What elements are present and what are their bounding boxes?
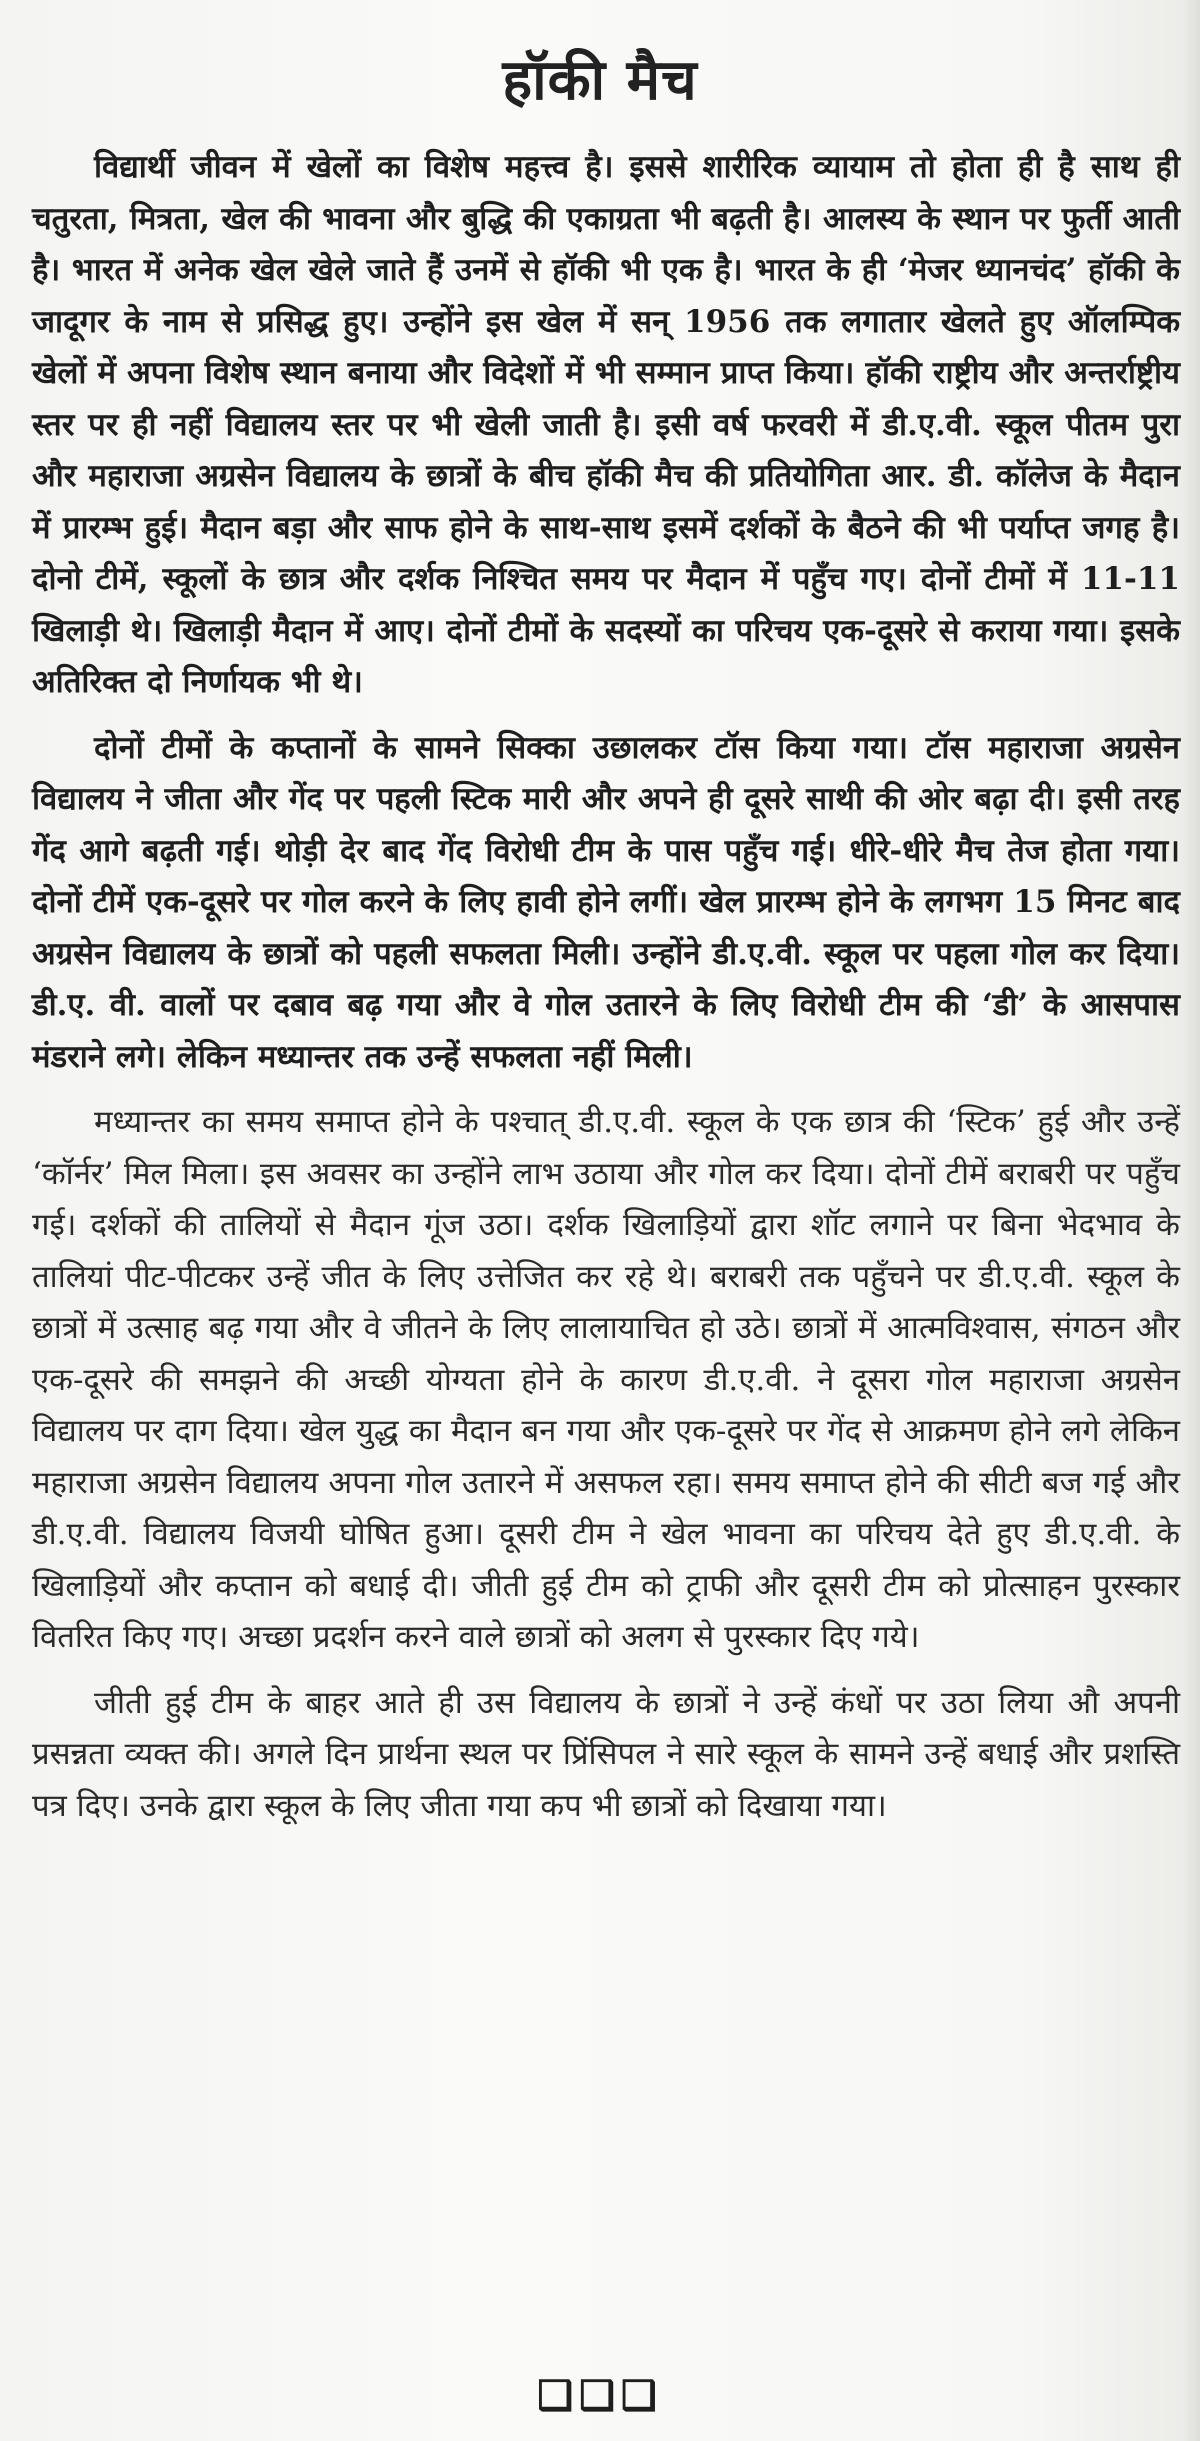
essay-body <box>32 142 1180 1846</box>
essay-title: हॉकी मैच <box>502 47 698 113</box>
end-of-section-marks: ❑❑❑ <box>537 2372 663 2419</box>
paragraph-3: मध्यान्तर का समय समाप्त होने के पश्चात् डी.ए.वी. स्कूल के एक छात्र की ‘स्टिक’ हुई और उन्हें ‘कॉर्नर’ मिल मिला। इस अवसर का उन्होंने लाभ उठाया और गोल कर दिया। दोनों टीमें बराबरी पर पहुँच गई। दर्शकों की तालियों से मैदान गूंज उठा। दर्शक खिलाड़ियों द्वारा शॉट लगाने पर बिना भेदभाव के तालियां पीट-पीटकर उन्हें जीत के लिए उत्तेजित कर रहे थे। बराबरी तक पहुँचने पर डी.ए.वी. स्कूल के छात्रों में उत्साह बढ़ गया और वे जीतने के लिए लालायाचित हो उठे। छात्रों में आत्मविश्वास, संगठन और एक-दूसरे की समझने की अच्छी योग्यता होने के कारण डी.ए.वी. ने दूसरा गोल महाराजा अग्रसेन विद्यालय पर दाग दिया। खेल युद्ध का मैदान बन गया और एक-दूसरे पर गेंद से आक्रमण होने लगे लेकिन महाराजा अग्रसेन विद्यालय अपना गोल उतारने में असफल रहा। समय समाप्त होने की सीटी बज गई और डी.ए.वी. विद्यालय विजयी घोषित हुआ। दूसरी टीम ने खेल भावना का परिचय देते हुए डी.ए.वी. के खिलाड़ियों और कप्तान को बधाई दी। जीती हुई टीम को ट्राफी और दूसरी टीम को प्रोत्साहन पुरस्कार वितरित किए गए। अच्छा प्रदर्शन करने वाले छात्रों को अलग से पुरस्कार दिए गये। <box>32 1104 1180 1655</box>
paragraph-4: जीती हुई टीम के बाहर आते ही उस विद्यालय के छात्रों ने उन्हें कंधों पर उठा लिया औ अपनी प्रसन्नता व्यक्त की। अगले दिन प्रार्थना स्थल पर प्रिंसिपल ने सारे स्कूल के सामने उन्हें बधाई और प्रशस्ति पत्र दिए। उनके द्वारा स्कूल के लिए जीता गया कप भी छात्रों को दिखाया गया। <box>32 1684 1180 1824</box>
page-edge-shadow <box>1182 0 1200 2441</box>
paragraph-1: विद्यार्थी जीवन में खेलों का विशेष महत्त्व है। इससे शारीरिक व्यायाम तो होता ही है साथ ही चतुरता, मित्रता, खेल की भावना और बुद्धि की एकाग्रता भी बढ़ती है। आलस्य के स्थान पर फुर्ती आती है। भारत में अनेक खेल खेले जाते हैं उनमें से हॉकी भी एक है। भारत के ही ‘मेजर ध्यानचंद’ हॉकी के जादूगर के नाम से प्रसिद्ध हुए। उन्होंने इस खेल में सन् 1956 तक लगातार खेलते हुए ऑलम्पिक खेलों में अपना विशेष स्थान बनाया और विदेशों में भी सम्मान प्राप्त किया। हॉकी राष्ट्रीय और अन्तर्राष्ट्रीय स्तर पर ही नहीं विद्यालय स्तर पर भी खेली जाती है। इसी वर्ष फरवरी में डी.ए.वी. स्कूल पीतम पुरा और महाराजा अग्रसेन विद्यालय के छात्रों के बीच हॉकी मैच की प्रतियोगिता आर. डी. कॉलेज के मैदान में प्रारम्भ हुई। मैदान बड़ा और साफ होने के साथ-साथ इसमें दर्शकों के बैठने की भी पर्याप्त जगह है। दोनो टीमें, स्कूलों के छात्र और दर्शक निश्चित समय पर मैदान में पहुँच गए। दोनों टीमों में 11-11 खिलाड़ी थे। खिलाड़ी मैदान में आए। दोनों टीमों के सदस्यों का परिचय एक-दूसरे से कराया गया। इसके अतिरिक्त दो निर्णायक भी थे। <box>32 149 1180 700</box>
paragraph-2: दोनों टीमों के कप्तानों के सामने सिक्का उछालकर टॉस किया गया। टॉस महाराजा अग्रसेन विद्यालय ने जीता और गेंद पर पहली स्टिक मारी और अपने ही दूसरे साथी की ओर बढ़ा दी। इसी तरह गेंद आगे बढ़ती गई। थोड़ी देर बाद गेंद विरोधी टीम के पास पहुँच गई। धीरे-धीरे मैच तेज होता गया। दोनों टीमें एक-दूसरे पर गोल करने के लिए हावी होने लगीं। खेल प्रारम्भ होने के लगभग 15 मिनट बाद अग्रसेन विद्यालय के छात्रों को पहली सफलता मिली। उन्होंने डी.ए.वी. स्कूल पर पहला गोल कर दिया। डी.ए. वी. वालों पर दबाव बढ़ गया और वे गोल उतारने के लिए विरोधी टीम की ‘डी’ के आसपास मंडराने लगे। लेकिन मध्यान्तर तक उन्हें सफलता नहीं मिली। <box>32 729 1180 1075</box>
